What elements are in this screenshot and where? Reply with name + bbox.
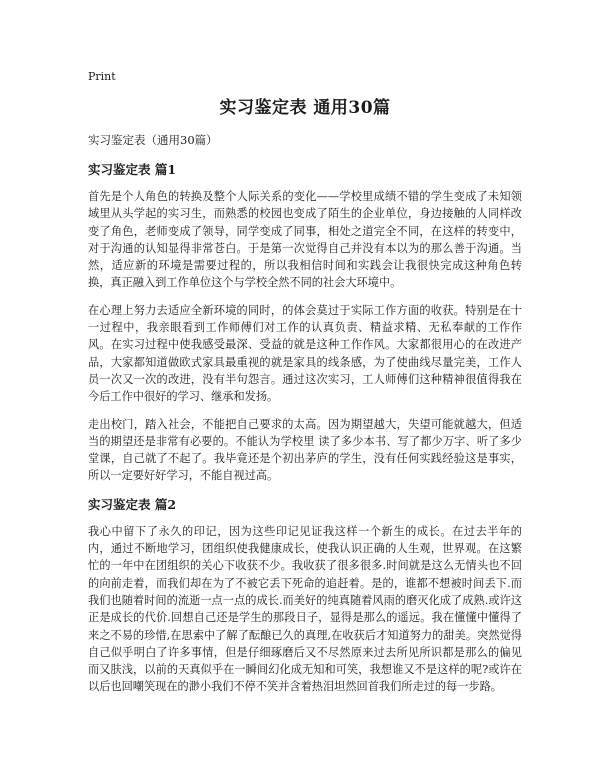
section-2: [88, 495, 522, 696]
paragraph: 首先是个人角色的转换及整个人际关系的变化——学校里成绩不错的学生变成了未知领域里从头学起的实习生，而熟悉的校园也变成了陌生的企业单位，身边接触的人同样改变了角色，老师变成了领导，同学变成了同事，相处之道完全不同，在这样的转变中，对于沟通的认知显得非常苍白。于是第一次觉得自己并没有本以为的那么善于沟通。当然，适应新的环境是需要过程的，所以我相信时间和实践会让我很快完成这种角色转换，真正融入到工作单位这个与学校全然不同的社会大环境中。: [88, 190, 522, 290]
document-title: 实习鉴定表 通用30篇: [219, 98, 391, 118]
document-page: [88, 70, 522, 706]
section-heading: 实习鉴定表 篇1: [88, 162, 177, 177]
section-heading: 实习鉴定表 篇2: [88, 496, 177, 512]
paragraph: 我心中留下了永久的印记，因为这些印记见证我这样一个新生的成长。在过去半年的内，通过不断地学习，团组织使我健康成长，使我认识正确的人生观，世界观。在这繁忙的一年中在团组织的关心下收获不少。我收获了很多很多.时间就是这么无情头也不回的向前走着，而我们却在为了不被它丢下死命的追赶着。是的，谁都不想被时间丢下.而我们也随着时间的流逝一点一点的成长.而美好的纯真随着风雨的磨灭化成了成熟.或许这正是成长的代价.回想自己还是学生的那段日子，显得是那么的遥远。我在懂懂中懂得了来之不易的珍惜,在思索中了解了酝酿已久的真理,在收获后才知道努力的甜美。突然觉得自己似乎明白了许多事情，但是仔细琢磨后又不尽然原来过去所见所识都是那么的偏见而又肤浅，以前的天真似乎在一瞬间幻化成无知和可笑，我想谁又不是这样的呢?或许在以后也回嘲笑现在的渺小我们不停不笑并含着热泪坦然回首我们所走过的每一步路。: [88, 524, 522, 694]
section-1: [88, 160, 522, 485]
paragraph: 走出校门，踏入社会，不能把自己要求的太高。因为期望越大，失望可能就越大，但适当的期望还是非常有必要的。不能认为学校里 读了多少本书、写了都少万字、听了多少堂课，自己就了不起了。我毕竟还是个初出茅庐的学生，没有任何实践经验这是事实，所以一定要好好学习，不能自视过高。: [88, 417, 522, 483]
print-label: Print: [88, 70, 116, 83]
document-subtitle: 实习鉴定表（通用30篇）: [88, 133, 218, 147]
paragraph: 在心理上努力去适应全新环境的同时，的体会莫过于实际工作方面的收获。特别是在十一过程中，我亲眼看到工作师傅们对工作的认真负责、精益求精、无私奉献的工作作风。在实习过程中使我感受最深、受益的就是这种工作作风。大家都很用心的在改进产品，大家都知道做欧式家具最重视的就是家具的线条感，为了使曲线尽量完美，工作人员一次又一次的改进，没有半句怨言。通过这次实习，工人师傅们这种精神很值得我在今后工作中很好的学习、继承和发扬。: [88, 303, 522, 404]
